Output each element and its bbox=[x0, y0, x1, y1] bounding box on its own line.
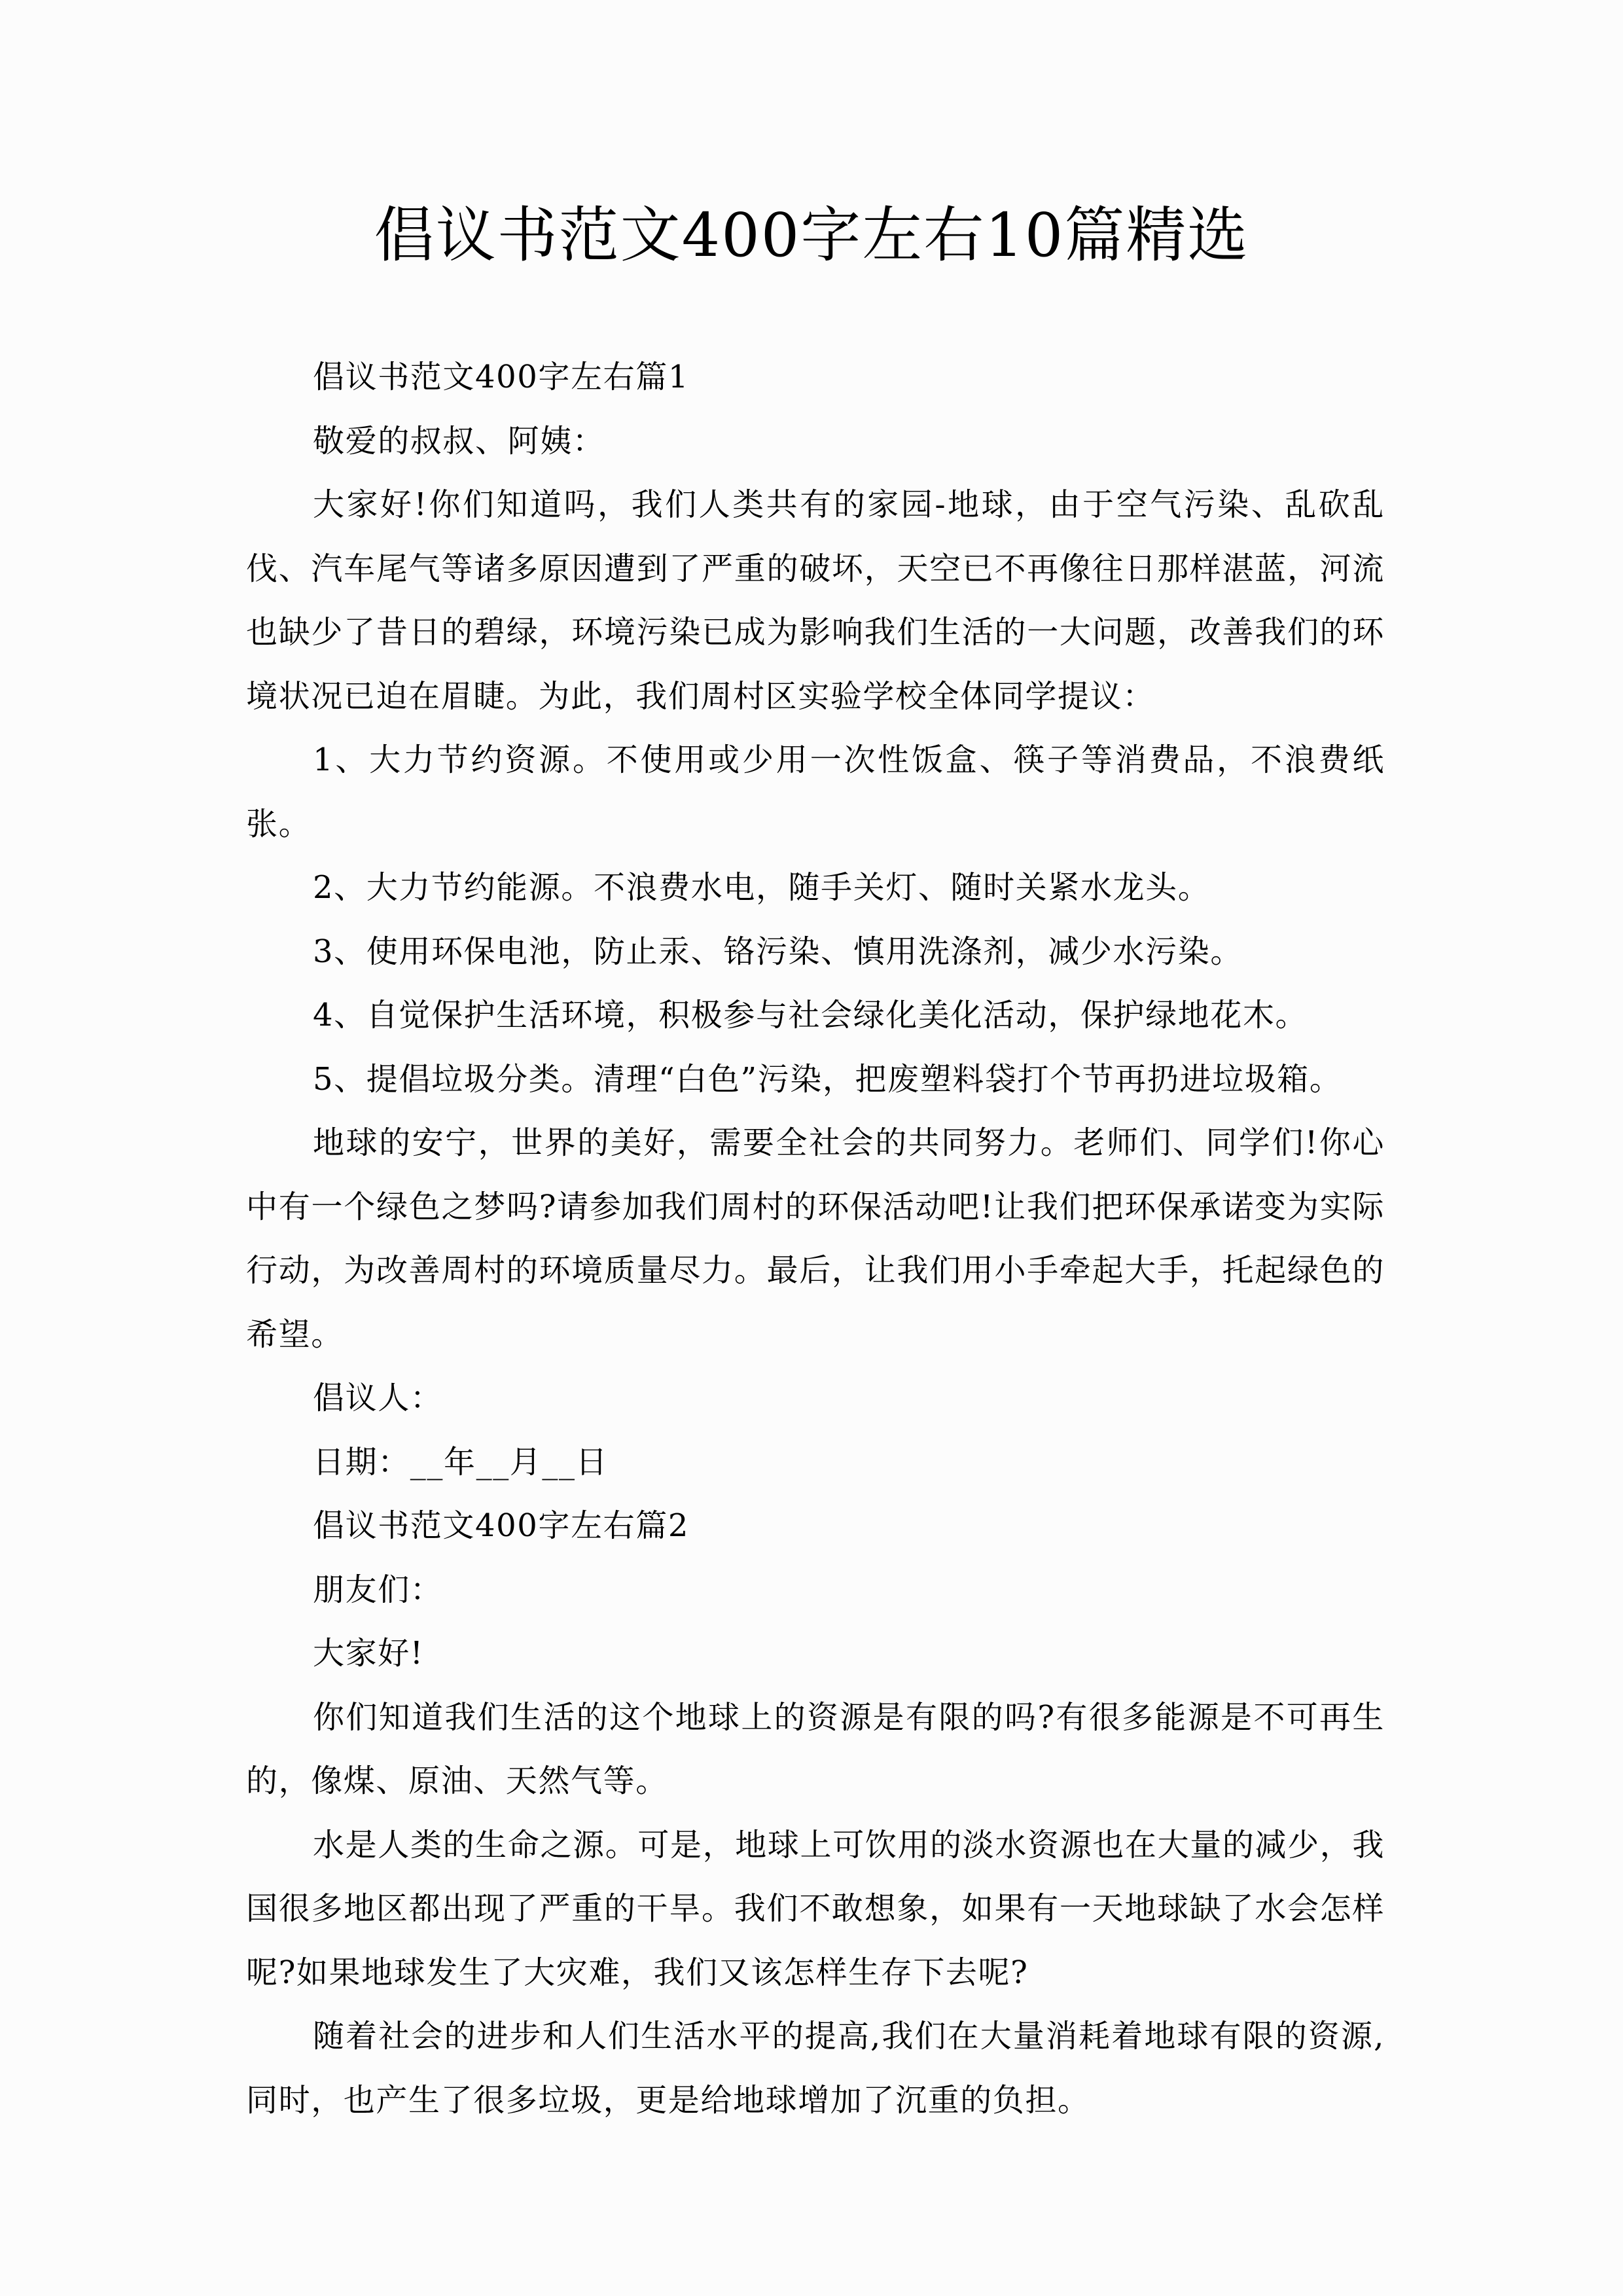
salutation: 敬爱的叔叔、阿姨： bbox=[313, 422, 605, 459]
paragraph: 水是人类的生命之源。可是，地球上可饮用的淡水资源也在大量的减少，我国很多地区都出现了严重的干旱。我们不敢想象，如果有一天地球缺了水会怎样呢?如果地球发生了大灾难，我们又该怎样生存下去呢? bbox=[246, 1826, 1385, 1991]
list-item-5: 5、提倡垃圾分类。清理“白色”污染，把废塑料袋打个节再扔进垃圾箱。 bbox=[313, 1060, 1342, 1098]
paragraph: 你们知道我们生活的这个地球上的资源是有限的吗?有很多能源是不可再生的，像煤、原油、天然气等。 bbox=[246, 1698, 1385, 1799]
paragraph: 大家好!你们知道吗，我们人类共有的家园-地球，由于空气污染、乱砍乱伐、汽车尾气等诸多原因遭到了严重的破坏，天空已不再像往日那样湛蓝，河流也缺少了昔日的碧绿，环境污染已成为影响我们生活的一大问题，改善我们的环境状况已迫在眉睫。为此，我们周村区实验学校全体同学提议： bbox=[246, 486, 1385, 715]
list-item-2: 2、大力节约能源。不浪费水电，随手关灯、随时关紧水龙头。 bbox=[313, 869, 1211, 906]
salutation: 朋友们： bbox=[313, 1571, 443, 1608]
paragraph: 地球的安宁，世界的美好，需要全社会的共同努力。老师们、同学们!你心中有一个绿色之梦吗?请参加我们周村的环保活动吧!让我们把环保承诺变为实际行动，为改善周村的环境质量尽力。最后，让我们用小手牵起大手，托起绿色的希望。 bbox=[246, 1124, 1385, 1353]
document-title: 倡议书范文400字左右10篇精选 bbox=[374, 200, 1249, 270]
paragraph: 随着社会的进步和人们生活水平的提高,我们在大量消耗着地球有限的资源,同时，也产生了很多垃圾，更是给地球增加了沉重的负担。 bbox=[246, 2018, 1385, 2119]
list-item-4: 4、自觉保护生活环境，积极参与社会绿化美化活动，保护绿地花木。 bbox=[313, 997, 1308, 1033]
list-item-1: 1、大力节约资源。不使用或少用一次性饭盒、筷子等消费品，不浪费纸张。 bbox=[246, 742, 1385, 842]
section-heading-1: 倡议书范文400字左右篇1 bbox=[313, 359, 689, 395]
section-heading-2: 倡议书范文400字左右篇2 bbox=[313, 1507, 689, 1544]
date-line: 日期：__年__月__日 bbox=[313, 1443, 609, 1480]
signature-line: 倡议人： bbox=[313, 1380, 443, 1416]
greeting: 大家好! bbox=[313, 1635, 424, 1672]
document-body bbox=[246, 346, 1385, 2132]
list-item-3: 3、使用环保电池，防止汞、铬污染、慎用洗涤剂，减少水污染。 bbox=[313, 933, 1243, 970]
